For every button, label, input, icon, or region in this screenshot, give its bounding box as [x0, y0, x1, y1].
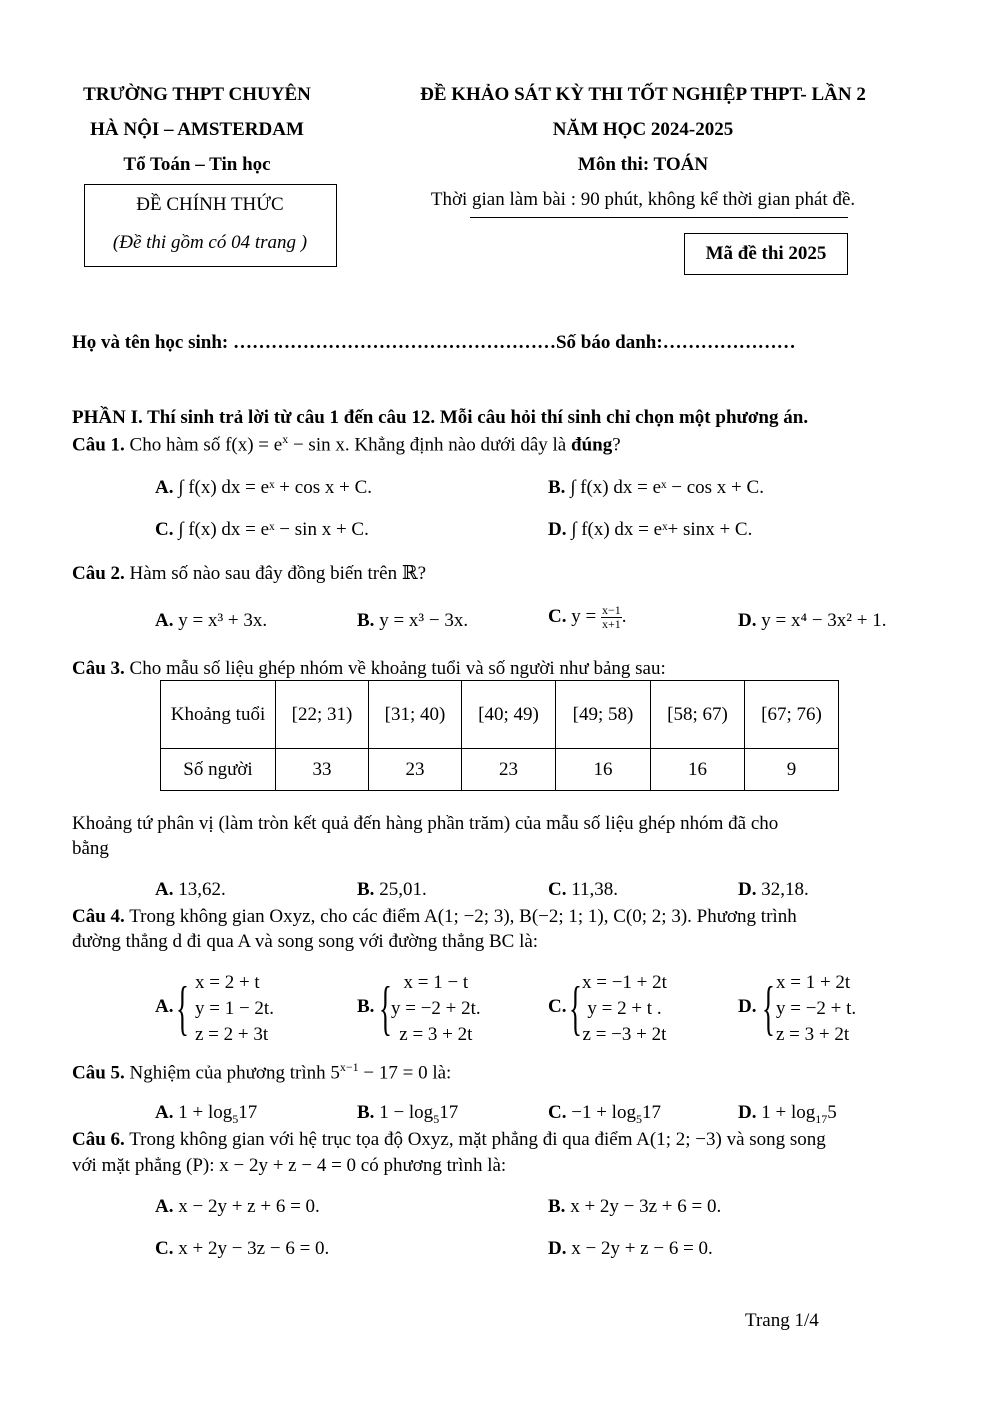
table-cell: 16	[651, 749, 745, 791]
q2-option-c[interactable]	[548, 604, 626, 631]
fraction-denominator: x+1	[601, 617, 621, 631]
equation-system	[582, 970, 667, 1048]
question-5-label: Câu 5.	[72, 1062, 125, 1084]
question-4-text: Trong không gian Oxyz, cho các điểm A(1; −2; 3), B(−2; 1; 1), C(0; 2; 3). Phương trình	[124, 906, 797, 927]
equation-line: x = −1 + 2t	[582, 972, 667, 993]
q1-option-c[interactable]	[155, 519, 369, 541]
table-cell: [67; 76)	[745, 681, 839, 749]
department: Tổ Toán – Tin học	[123, 154, 271, 175]
header-divider	[470, 217, 848, 218]
q3-option-a[interactable]	[155, 879, 226, 901]
option-text: x − 2y + z − 6 = 0.	[571, 1238, 713, 1259]
question-4	[72, 906, 797, 928]
option-text-end: 17	[238, 1102, 258, 1123]
option-label: D.	[738, 879, 757, 900]
student-info-line: Họ và tên học sinh: ……………………………………………Số báo danh:…………………	[72, 332, 796, 353]
log-base: 5	[232, 1111, 239, 1126]
question-2-text: Hàm số nào sau đây đồng biến trên ℝ?	[124, 563, 427, 584]
option-text: y = x³ − 3x.	[379, 610, 469, 631]
pages-note: (Đề thi gồm có 04 trang )	[112, 232, 308, 253]
option-text: y = x³ + 3x.	[178, 610, 268, 631]
option-text-end: .	[621, 605, 627, 627]
option-label: B.	[357, 610, 375, 631]
option-label: C.	[548, 879, 567, 900]
question-5-sup: x−1	[339, 1060, 359, 1074]
option-text: ∫ f(x) dx = eˣ+ sinx + C.	[571, 519, 753, 540]
option-text: 32,18.	[761, 879, 809, 900]
option-label: C.	[548, 605, 567, 627]
question-1	[72, 432, 621, 456]
option-label: B.	[357, 996, 375, 1017]
q3-option-b[interactable]	[357, 879, 427, 901]
page-number: Trang 1/4	[745, 1310, 819, 1331]
option-text: y = x⁴ − 3x² + 1.	[761, 610, 887, 631]
option-text-end: 17	[439, 1102, 459, 1123]
school-name-line2: HÀ NỘI – AMSTERDAM	[90, 119, 304, 140]
brace-icon: {	[379, 975, 392, 1041]
option-text: 13,62.	[178, 879, 226, 900]
question-1-label: Câu 1.	[72, 434, 125, 456]
exam-code: Mã đề thi 2025	[705, 243, 827, 264]
question-3-followup: Khoảng tứ phân vị (làm tròn kết quả đến hàng phần trăm) của mẫu số liệu ghép nhóm đã cho	[72, 813, 779, 834]
question-4-label: Câu 4.	[72, 906, 125, 927]
equation-line: z = 3 + 2t	[399, 1024, 473, 1045]
equation-line: y = 2 + t .	[587, 998, 662, 1019]
q4-option-c[interactable]	[548, 970, 728, 1050]
question-6	[72, 1129, 826, 1151]
log-base: 17	[815, 1111, 828, 1126]
question-2	[72, 562, 426, 585]
option-text: 1 − log	[379, 1102, 434, 1123]
option-text: 11,38.	[571, 879, 619, 900]
question-6-text-2: với mặt phẳng (P): x − 2y + z − 4 = 0 có phương trình là:	[72, 1155, 507, 1176]
option-label: D.	[548, 1238, 567, 1259]
table-cell: [31; 40)	[369, 681, 462, 749]
option-text: x + 2y − 3z + 6 = 0.	[570, 1196, 722, 1217]
option-label: D.	[548, 519, 567, 540]
q5-option-a[interactable]	[155, 1102, 257, 1127]
equation-line: z = 2 + 3t	[195, 1024, 269, 1045]
equation-line: x = 2 + t	[195, 972, 260, 993]
table-cell: 33	[276, 749, 369, 791]
option-text: y =	[571, 605, 601, 627]
q2-option-d[interactable]	[738, 610, 886, 632]
equation-system	[776, 970, 856, 1048]
option-label: B.	[357, 879, 375, 900]
q5-option-b[interactable]	[357, 1102, 458, 1127]
option-text: −1 + log	[571, 1102, 636, 1123]
q2-option-b[interactable]	[357, 610, 468, 632]
subject: Môn thi: TOÁN	[577, 154, 709, 175]
school-year: NĂM HỌC 2024-2025	[552, 119, 734, 140]
question-3-followup-2: bằng	[72, 838, 109, 859]
option-label: C.	[155, 519, 174, 540]
option-label: A.	[155, 1102, 174, 1123]
question-1-sup: x	[282, 432, 289, 446]
table-cell: [22; 31)	[276, 681, 369, 749]
table-header-age: Khoảng tuổi	[161, 681, 276, 749]
option-label: A.	[155, 1196, 174, 1217]
option-text: 25,01.	[379, 879, 427, 900]
option-label: C.	[155, 1238, 174, 1259]
question-2-label: Câu 2.	[72, 563, 125, 584]
option-text: x + 2y − 3z − 6 = 0.	[178, 1238, 330, 1259]
q4-option-b[interactable]	[357, 970, 537, 1050]
fraction	[601, 604, 622, 631]
option-label: B.	[548, 477, 566, 498]
question-5-text-2: − 17 = 0 là:	[358, 1062, 452, 1084]
school-name-line1: TRƯỜNG THPT CHUYÊN	[83, 84, 311, 105]
option-label: D.	[738, 1102, 757, 1123]
q1-option-d[interactable]	[548, 519, 752, 541]
option-label: B.	[357, 1102, 375, 1123]
official-box	[84, 184, 337, 267]
log-base: 5	[433, 1111, 440, 1126]
option-label: A.	[155, 610, 174, 631]
q6-option-c[interactable]	[155, 1238, 329, 1260]
q6-option-b[interactable]	[548, 1196, 721, 1218]
table-row	[161, 749, 839, 791]
question-5-text: Nghiệm của phương trình 5	[124, 1062, 340, 1084]
q6-option-d[interactable]	[548, 1238, 713, 1260]
question-3	[72, 658, 666, 680]
question-5	[72, 1060, 451, 1084]
question-6-label: Câu 6.	[72, 1129, 125, 1150]
question-1-bold: đúng	[571, 434, 613, 456]
equation-line: y = −2 + 2t.	[391, 998, 481, 1019]
table-row	[161, 681, 839, 749]
question-3-label: Câu 3.	[72, 658, 125, 679]
equation-line: x = 1 + 2t	[776, 972, 851, 993]
equation-line: z = 3 + 2t	[776, 1024, 850, 1045]
q2-option-a[interactable]	[155, 610, 267, 632]
q6-option-a[interactable]	[155, 1196, 320, 1218]
option-text-end: 17	[641, 1102, 661, 1123]
option-label: A.	[155, 477, 174, 498]
q5-option-d[interactable]	[738, 1102, 837, 1127]
brace-icon: {	[176, 975, 189, 1041]
option-label: A.	[155, 879, 174, 900]
table-cell: 9	[745, 749, 839, 791]
option-text: ∫ f(x) dx = eˣ + cos x + C.	[178, 477, 372, 498]
q5-option-c[interactable]	[548, 1102, 661, 1127]
exam-title: ĐỀ KHẢO SÁT KỲ THI TỐT NGHIỆP THPT- LẦN 2	[420, 84, 866, 105]
q3-option-c[interactable]	[548, 879, 618, 901]
q4-option-a[interactable]	[155, 970, 335, 1050]
option-label: A.	[155, 996, 174, 1017]
equation-system	[195, 970, 274, 1048]
table-cell: 23	[369, 749, 462, 791]
age-group-table	[160, 680, 839, 791]
exam-code-box	[684, 233, 848, 275]
option-label: D.	[738, 610, 757, 631]
option-text: ∫ f(x) dx = eˣ − sin x + C.	[178, 519, 369, 540]
q1-option-b[interactable]	[548, 477, 764, 499]
question-1-text-2: − sin x. Khẳng định nào dưới dây là	[288, 434, 571, 456]
option-label: C.	[548, 1102, 567, 1123]
part1-heading: PHẦN I. Thí sinh trả lời từ câu 1 đến câu 12. Mỗi câu hỏi thí sinh chỉ chọn một phương án.	[72, 407, 809, 428]
equation-line: z = −3 + 2t	[582, 1024, 667, 1045]
q3-option-d[interactable]	[738, 879, 809, 901]
equation-line: y = −2 + t.	[776, 998, 857, 1019]
q1-option-a[interactable]	[155, 477, 372, 499]
table-cell: [58; 67)	[651, 681, 745, 749]
question-4-text-2: đường thẳng d đi qua A và song song với đường thẳng BC là:	[72, 931, 539, 952]
table-cell: [49; 58)	[556, 681, 651, 749]
option-label: B.	[548, 1196, 566, 1217]
option-text-end: 5	[827, 1102, 837, 1123]
log-base: 5	[635, 1111, 642, 1126]
equation-system	[391, 970, 481, 1048]
option-text: x − 2y + z + 6 = 0.	[178, 1196, 320, 1217]
table-header-count: Số người	[161, 749, 276, 791]
official-label: ĐỀ CHÍNH THỨC	[136, 194, 284, 215]
option-text: 1 + log	[761, 1102, 816, 1123]
question-3-text: Cho mẫu số liệu ghép nhóm về khoảng tuổi và số người như bảng sau:	[124, 658, 666, 679]
equation-line: y = 1 − 2t.	[195, 998, 274, 1019]
table-cell: 23	[462, 749, 556, 791]
brace-icon: {	[762, 975, 775, 1041]
question-6-text: Trong không gian với hệ trục tọa độ Oxyz, mặt phẳng đi qua điểm A(1; 2; −3) và song song	[124, 1129, 826, 1150]
option-label: D.	[738, 996, 757, 1017]
brace-icon: {	[569, 975, 582, 1041]
table-cell: 16	[556, 749, 651, 791]
duration: Thời gian làm bài : 90 phút, không kể thời gian phát đề.	[430, 189, 856, 210]
question-1-text-3: ?	[612, 434, 621, 456]
fraction-numerator: x−1	[601, 603, 621, 617]
table-cell: [40; 49)	[462, 681, 556, 749]
equation-line: x = 1 − t	[403, 972, 469, 993]
option-text: ∫ f(x) dx = eˣ − cos x + C.	[570, 477, 764, 498]
option-text: 1 + log	[178, 1102, 233, 1123]
option-label: C.	[548, 996, 567, 1017]
question-1-text: Cho hàm số f(x) = e	[124, 434, 283, 456]
q4-option-d[interactable]	[738, 970, 918, 1050]
